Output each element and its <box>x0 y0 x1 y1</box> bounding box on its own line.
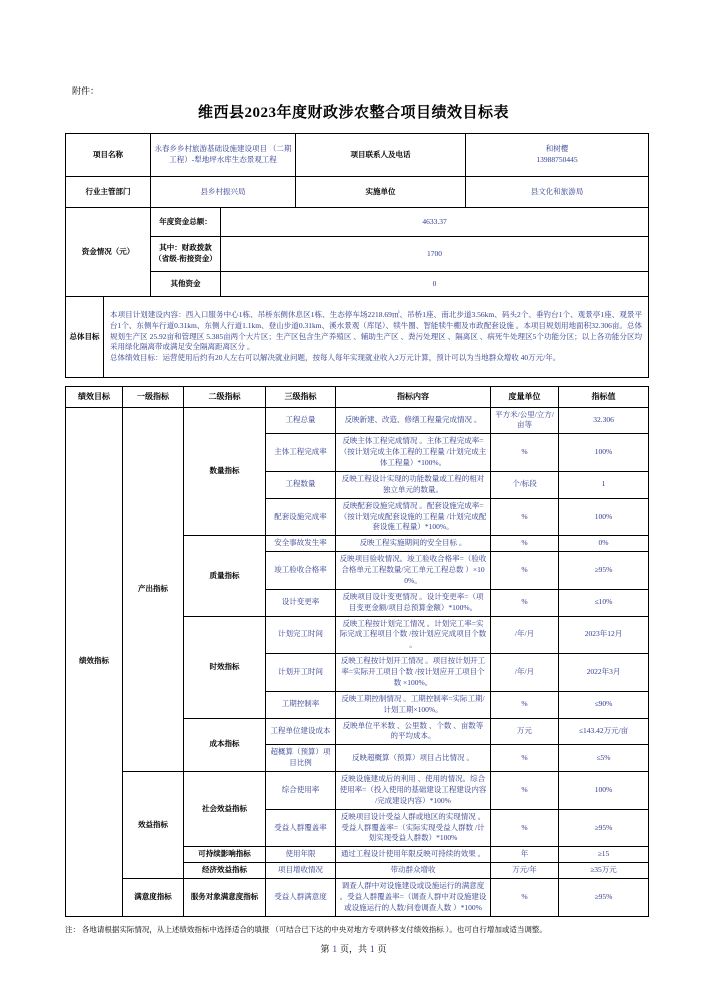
level3-indicator: 受益人群覆盖率 <box>266 809 336 847</box>
indicator-value: 1 <box>559 471 649 498</box>
level2-indicator: 经济效益指标 <box>184 863 266 879</box>
funding-row-value: 1700 <box>221 237 649 272</box>
level2-indicator: 服务对象满意度指标 <box>184 879 266 917</box>
level3-indicator: 竣工验收合格率 <box>266 552 336 590</box>
indicator-content: 反映项目设计变更情况 。设计变更率=（项目变更金额/项目总预算金额）*100%。 <box>336 589 491 616</box>
level3-indicator: 计划开工时间 <box>266 654 336 692</box>
unit-cell: 平方米/公里/立方/亩等 <box>491 407 559 434</box>
level3-indicator: 主体工程完成率 <box>266 434 336 472</box>
indicator-value: 100% <box>559 772 649 810</box>
unit-cell: % <box>491 745 559 772</box>
overall-goal-line2: 总体绩效目标：运营使用后约有20人左右可以解决就业问题，按每人每年实现就业收入2万元计算，预计可以为当地群众增收 40万元/年。 <box>110 353 561 363</box>
indicator-value: ≤10% <box>559 589 649 616</box>
unit-cell: 万元 <box>491 718 559 745</box>
table-row <box>66 772 649 810</box>
indicator-value: 32.306 <box>559 407 649 434</box>
unit-cell: 万元/年 <box>491 863 559 879</box>
impl-value: 县文化和旅游局 <box>466 177 649 208</box>
project-name-label: 项目名称 <box>66 134 151 177</box>
performance-table <box>65 386 649 917</box>
unit-cell: % <box>491 552 559 590</box>
unit-cell: % <box>491 879 559 917</box>
indicator-value: ≥15 <box>559 847 649 863</box>
level2-indicator: 质量指标 <box>184 536 266 616</box>
dept-value: 县乡村振兴局 <box>151 177 296 208</box>
contact-name: 和树樱 <box>545 144 569 154</box>
level3-indicator: 工程单位建设成本 <box>266 718 336 745</box>
indicator-value: ≥95% <box>559 809 649 847</box>
level3-indicator: 安全事故发生率 <box>266 536 336 552</box>
indicator-content: 反映设施建成后的利用 、使用的情况。综合使用率=（投入使用的基础建设工程建设内容 /完成建设内容）*100% <box>336 772 491 810</box>
level2-indicator: 可持续影响指标 <box>184 847 266 863</box>
indicator-content: 反映工期控制情况 。工期控制率=实际工期/计划工期×100%。 <box>336 691 491 718</box>
document-content <box>65 133 648 935</box>
project-info-table <box>65 133 649 208</box>
project-name-value: 永春乡乡村旅游基础设施建设项目 （二期工程）-犁地坪水库生态景观工程 <box>151 134 296 177</box>
indicator-content: 反映配套设施完成情况 。配套设施完成率=（按计划完成配套设施的工程量 /计划完成配套设施工程量）*100%。 <box>336 498 491 536</box>
level1-indicator: 产出指标 <box>123 407 184 772</box>
unit-cell: /年/月 <box>491 654 559 692</box>
header-level1: 一级指标 <box>123 387 184 408</box>
table-row <box>66 272 649 297</box>
table-row <box>66 208 649 237</box>
indicator-value: 100% <box>559 498 649 536</box>
level2-indicator: 成本指标 <box>184 718 266 772</box>
header-level3: 三级指标 <box>266 387 336 408</box>
table-row <box>66 297 649 378</box>
table-row <box>66 407 649 434</box>
level2-indicator: 数量指标 <box>184 407 266 536</box>
unit-cell: 个/标段 <box>491 471 559 498</box>
indicator-value: 2023年12月 <box>559 616 649 654</box>
level3-indicator: 设计变更率 <box>266 589 336 616</box>
contact-label: 项目联系人及电话 <box>296 134 466 177</box>
unit-cell: % <box>491 772 559 810</box>
level3-indicator: 配套设施完成率 <box>266 498 336 536</box>
page-number: 1 <box>332 944 337 954</box>
indicator-value: 2022年3月 <box>559 654 649 692</box>
indicator-content: 反映工程设计实现的功能数量或工程的相对独立单元的数量。 <box>336 471 491 498</box>
indicator-value: ≥35万元 <box>559 863 649 879</box>
indicator-content: 反映超概算（预算）项目占比情况 。 <box>336 745 491 772</box>
contact-value <box>466 134 649 177</box>
level3-indicator: 计划完工时间 <box>266 616 336 654</box>
footnote: 注： 各地请根据实际情况，从上述绩效指标中选择适合的填报 （可结合已下达的中央对地方专项转移支付绩效指标 ）。也可自行增加或适当调整。 <box>65 924 547 934</box>
funding-row-label: 其中：财政拨款（省级-衔接资金） <box>151 237 221 272</box>
overall-goal-text <box>104 297 649 378</box>
unit-cell: % <box>491 434 559 472</box>
indicator-value: 0% <box>559 536 649 552</box>
table-header-row <box>66 387 649 408</box>
level3-indicator: 综合使用率 <box>266 772 336 810</box>
indicator-content: 反映新建、改造、修缮工程量完成情况 。 <box>336 407 491 434</box>
level3-indicator: 使用年限 <box>266 847 336 863</box>
impl-label: 实施单位 <box>296 177 466 208</box>
level3-indicator: 工期控制率 <box>266 691 336 718</box>
indicator-content: 调查人群中对设施建设或设施运行的满意度 。受益人群覆盖率=（调查人群中对设施建设或设施运行的人数/问卷调查人数 ）*100% <box>336 879 491 917</box>
indicator-value: ≥95% <box>559 552 649 590</box>
footer-seg: 第 <box>320 944 330 954</box>
indicator-content: 反映项目设计受益人群或地区的实现情况 。受益人群覆盖率=（实际实现受益人群数 /计划实现受益人群数）*100% <box>336 809 491 847</box>
perf-group-label: 绩效指标 <box>66 407 123 916</box>
level1-indicator: 满意度指标 <box>123 879 184 917</box>
level2-indicator: 社会效益指标 <box>184 772 266 847</box>
unit-cell: /年/月 <box>491 616 559 654</box>
dept-label: 行业主管部门 <box>66 177 151 208</box>
perf-table-body <box>66 407 649 916</box>
indicator-value: ≤5% <box>559 745 649 772</box>
table-row <box>66 177 649 208</box>
level1-indicator: 效益指标 <box>123 772 184 879</box>
indicator-content: 反映单位平米数 、公里数 、个数 、亩数等的平均成本。 <box>336 718 491 745</box>
indicator-value: 100% <box>559 434 649 472</box>
header-value: 指标值 <box>559 387 649 408</box>
indicator-content: 反映项目验收情况。竣工验收合格率=（验收合格单元工程数量/完工单元工程总数 ）×100%。 <box>336 552 491 590</box>
level3-indicator: 项目增收情况 <box>266 863 336 879</box>
funding-row-label: 年度资金总额： <box>151 208 221 237</box>
attachment-label: 附件： <box>72 86 100 96</box>
page-total: 1 <box>370 944 375 954</box>
funding-label: 资金情况（元） <box>66 208 151 297</box>
footer-seg: 页 <box>377 944 387 954</box>
footer-seg: 页，共 <box>339 944 367 954</box>
indicator-value: ≤143.42万元/亩 <box>559 718 649 745</box>
contact-phone: 13988750445 <box>536 155 578 164</box>
funding-row-label: 其他资金 <box>151 272 221 297</box>
indicator-content: 反映工程实施期间的安全目标 。 <box>336 536 491 552</box>
unit-cell: % <box>491 589 559 616</box>
indicator-content: 反映工程按计划开工情况 。项目按计划开工率=实际开工项目个数 /按计划应开工项目个数 ×100%。 <box>336 654 491 692</box>
indicator-content: 带动群众增收 <box>336 863 491 879</box>
page-footer <box>0 942 707 955</box>
funding-row-value: 0 <box>221 272 649 297</box>
overall-goal-label: 总体目标 <box>66 297 104 378</box>
unit-cell: % <box>491 498 559 536</box>
table-row <box>66 879 649 917</box>
level3-indicator: 工程数量 <box>266 471 336 498</box>
header-unit: 度量单位 <box>491 387 559 408</box>
unit-cell: 年 <box>491 847 559 863</box>
level2-indicator: 时效指标 <box>184 616 266 718</box>
indicator-value: ≤90% <box>559 691 649 718</box>
unit-cell: % <box>491 691 559 718</box>
indicator-content: 反映工程按计划完工情况 。计划完工率=实际完成工程项目个数 /按计划应完成项目个数 。 <box>336 616 491 654</box>
indicator-value: ≥95% <box>559 879 649 917</box>
table-row <box>66 237 649 272</box>
level3-indicator: 工程总量 <box>266 407 336 434</box>
header-perf-goal: 绩效目标 <box>66 387 123 408</box>
overall-goal-table <box>65 296 649 378</box>
unit-cell: % <box>491 809 559 847</box>
page-title: 维西县2023年度财政涉农整合项目绩效目标表 <box>197 105 509 121</box>
level3-indicator: 超概算（预算）项目比例 <box>266 745 336 772</box>
header-content: 指标内容 <box>336 387 491 408</box>
indicator-content: 通过工程设计使用年限反映可持续的效果 。 <box>336 847 491 863</box>
funding-table <box>65 207 649 297</box>
level3-indicator: 受益人群满意度 <box>266 879 336 917</box>
table-row <box>66 134 649 177</box>
indicator-content: 反映主体工程完成情况 。主体工程完成率=（按计划完成主体工程的工程量 /计划完成主体工程量）*100%。 <box>336 434 491 472</box>
overall-goal-line1: 本项目计划建设内容：西入口服务中心1栋、吊桥东侧休息区1栋、生态停车场2218.69㎡、吊桥1座、南北步道3.56km、码头2个、垂钓台1个、观景亭1座、观景平台1个、东侧车行道0.31km、东侧人行道1.1km、登山步道0.31km、溪水景观（库尾）、犊牛圈、智能犊牛棚及市政配套设施 。本项目规划用地面积32.306亩。总体规划生产区 25.92亩和管理区 5.385亩两个大片区；生产区包含生产养殖区 、辅助生产区 、粪污处理区 、隔离区 、病死牛处理区5个功能分区；以上各功能分区均采用绿化隔离带或满足安全隔离距离区分 。 <box>110 309 642 352</box>
unit-cell: % <box>491 536 559 552</box>
funding-row-value: 4633.37 <box>221 208 649 237</box>
header-level2: 二级指标 <box>184 387 266 408</box>
